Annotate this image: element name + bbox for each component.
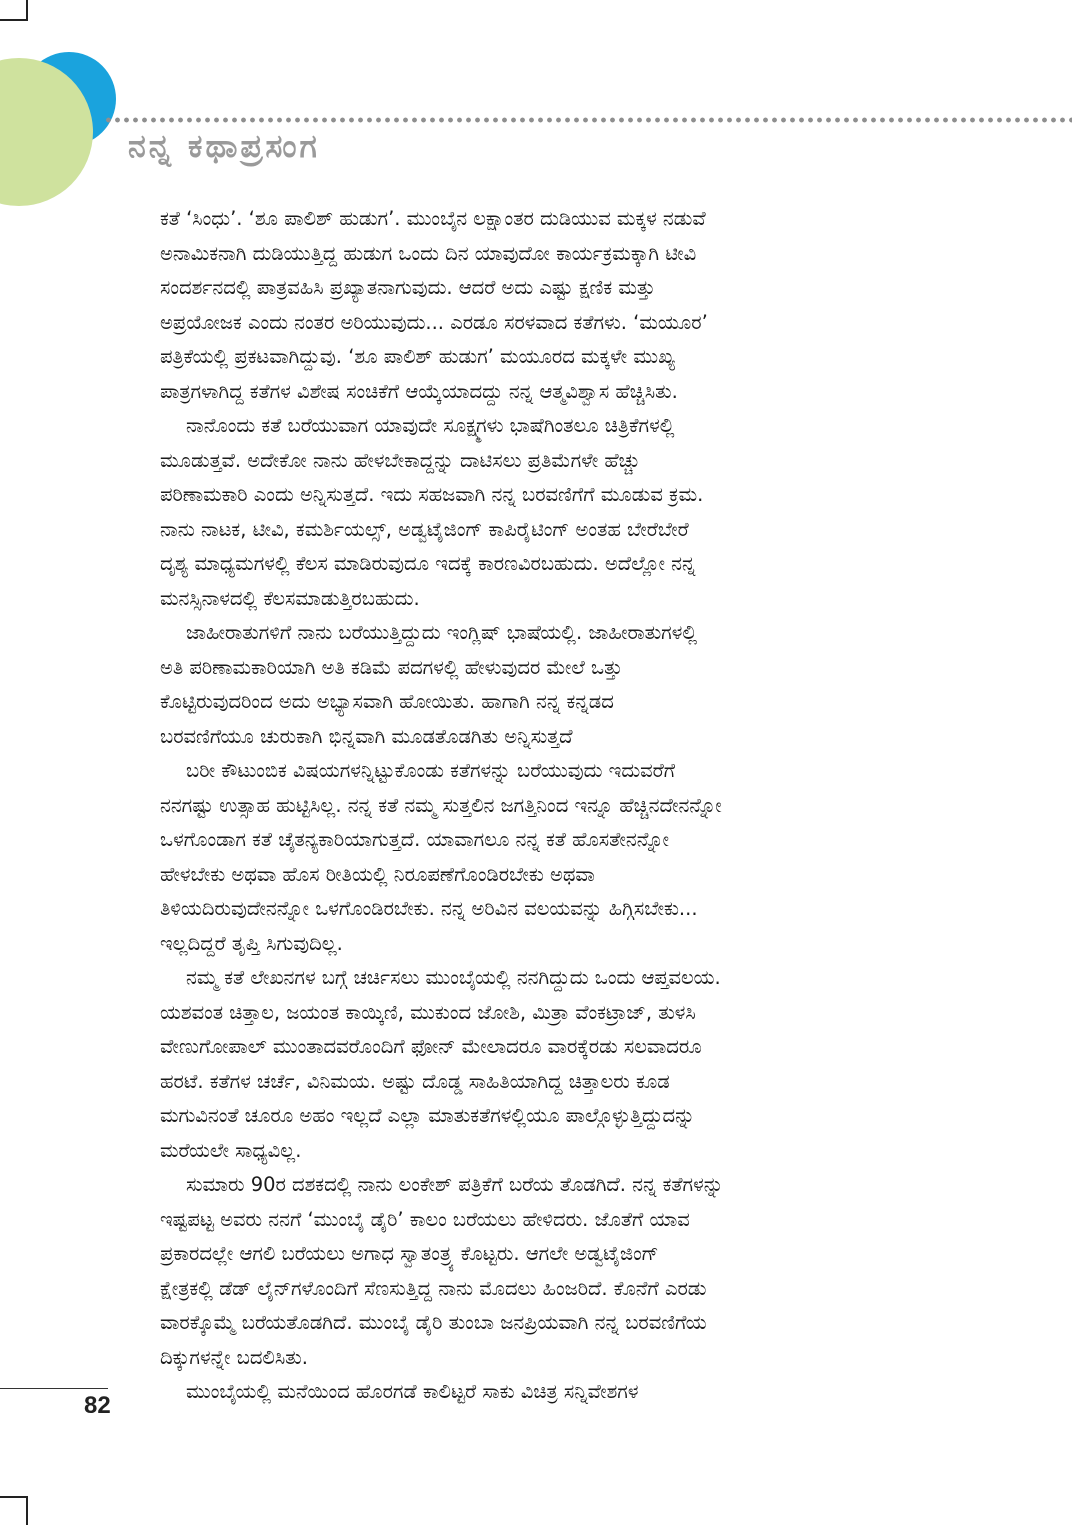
text-line: ಕತೆ ‘ಸಿಂಧು’. ‘ಶೂ ಪಾಲಿಶ್ ಹುಡುಗ’. ಮುಂಬೈನ ಲಕ್ಷಾಂತರ ದುಡಿಯುವ ಮಕ್ಕಳ ನಡುವೆ: [160, 207, 706, 230]
text-line: ಮುಂಬೈಯಲ್ಲಿ ಮನೆಯಿಂದ ಹೊರಗಡೆ ಕಾಲಿಟ್ಟರೆ ಸಾಕು ವಿಚಿತ್ರ ಸನ್ನಿವೇಶಗಳ: [186, 1380, 639, 1403]
text-line: ಜಾಹೀರಾತುಗಳಿಗೆ ನಾನು ಬರೆಯುತ್ತಿದ್ದುದು ಇಂಗ್ಲಿಷ್ ಭಾಷೆಯಲ್ಲಿ. ಜಾಹೀರಾತುಗಳಲ್ಲಿ: [186, 621, 698, 644]
text-line: ವಾರಕ್ಕೊಮ್ಮೆ ಬರೆಯತೊಡಗಿದೆ. ಮುಂಬೈ ಡೈರಿ ತುಂಬಾ ಜನಪ್ರಿಯವಾಗಿ ನನ್ನ ಬರವಣಿಗೆಯ: [160, 1311, 707, 1334]
body-text: [160, 202, 912, 1410]
text-line: ಸುಮಾರು 90ರ ದಶಕದಲ್ಲಿ ನಾನು ಲಂಕೇಶ್ ಪತ್ರಿಕೆಗೆ ಬರೆಯ ತೊಡಗಿದೆ. ನನ್ನ ಕತೆಗಳನ್ನು: [186, 1173, 724, 1196]
crop-mark-bottom-v: [26, 1496, 28, 1525]
text-line: ಇಲ್ಲದಿದ್ದರೆ ತೃಪ್ತಿ ಸಿಗುವುದಿಲ್ಲ.: [160, 931, 343, 955]
page-number: 82: [84, 1392, 111, 1419]
text-line: ಮನಸ್ಸಿನಾಳದಲ್ಲಿ ಕೆಲಸಮಾಡುತ್ತಿರಬಹುದು.: [160, 586, 420, 610]
crop-mark-bottom-h: [0, 1496, 28, 1498]
text-line: ಬರವಣಿಗೆಯೂ ಚುರುಕಾಗಿ ಭಿನ್ನವಾಗಿ ಮೂಡತೊಡಗಿತು ಅನ್ನಿಸುತ್ತದೆ: [160, 724, 573, 748]
text-line: ನನಗಷ್ಟು ಉತ್ಸಾಹ ಹುಟ್ಟಿಸಿಲ್ಲ. ನನ್ನ ಕತೆ ನಮ್ಮ ಸುತ್ತಲಿನ ಜಗತ್ತಿನಿಂದ ಇನ್ನೂ ಹೆಚ್ಚಿನದೇನನ್ನೋ: [160, 793, 722, 817]
text-line: ಅಪ್ರಯೋಜಕ ಎಂದು ನಂತರ ಅರಿಯುವುದು... ಎರಡೂ ಸರಳವಾದ ಕತೆಗಳು. ‘ಮಯೂರ’: [160, 310, 708, 334]
text-line: ಪರಿಣಾಮಕಾರಿ ಎಂದು ಅನ್ನಿಸುತ್ತದೆ. ಇದು ಸಹಜವಾಗಿ ನನ್ನ ಬರವಣಿಗೆಗೆ ಮೂಡುವ ಕ್ರಮ.: [160, 483, 704, 506]
text-line: ಹರಟೆ. ಕತೆಗಳ ಚರ್ಚೆ, ವಿನಿಮಯ. ಅಷ್ಟು ದೊಡ್ಡ ಸಾಹಿತಿಯಾಗಿದ್ದ ಚಿತ್ತಾಲರು ಕೂಡ: [160, 1069, 670, 1093]
text-line: ಅನಾಮಿಕನಾಗಿ ದುಡಿಯುತ್ತಿದ್ದ ಹುಡುಗ ಒಂದು ದಿನ ಯಾವುದೋ ಕಾರ್ಯಕ್ರಮಕ್ಕಾಗಿ ಟೀವಿ: [160, 241, 697, 265]
crop-mark-top-h: [0, 19, 28, 21]
text-line: ಪತ್ರಿಕೆಯಲ್ಲಿ ಪ್ರಕಟವಾಗಿದ್ದುವು. ‘ಶೂ ಪಾಲಿಶ್ ಹುಡುಗ’ ಮಯೂರದ ಮಕ್ಕಳೇ ಮುಖ್ಯ: [160, 345, 675, 368]
crop-mark-top-v: [26, 0, 28, 20]
text-line: ಪ್ರಕಾರದಲ್ಲೇ ಆಗಲಿ ಬರೆಯಲು ಅಗಾಧ ಸ್ವಾತಂತ್ರ್ಯ ಕೊಟ್ಟರು. ಆಗಲೇ ಅಡ್ವಟೈಜಿಂಗ್: [160, 1242, 659, 1265]
text-line: ಬರೀ ಕೌಟುಂಬಿಕ ವಿಷಯಗಳನ್ನಿಟ್ಟುಕೊಂಡು ಕತೆಗಳನ್ನು ಬರೆಯುವುದು ಇದುವರೆಗೆ: [186, 759, 676, 782]
text-line: ಕ್ಷೇತ್ರಕಲ್ಲಿ ಡೆಡ್ ಲೈನ್‌ಗಳೊಂದಿಗೆ ಸೆಣಸುತ್ತಿದ್ದ ನಾನು ಮೊದಲು ಹಿಂಜರಿದೆ. ಕೊನೆಗೆ ಎರಡು: [160, 1276, 707, 1300]
footer-rule: [0, 1388, 108, 1389]
text-line: ಮಗುವಿನಂತೆ ಚೂರೂ ಅಹಂ ಇಲ್ಲದೆ ಎಲ್ಲಾ ಮಾತುಕತೆಗಳಲ್ಲಿಯೂ ಪಾಲ್ಗೊಳ್ಳುತ್ತಿದ್ದುದನ್ನು: [160, 1104, 695, 1127]
text-line: ಸಂದರ್ಶನದಲ್ಲಿ ಪಾತ್ರವಹಿಸಿ ಪ್ರಖ್ಯಾತನಾಗುವುದು. ಆದರೆ ಅದು ಎಷ್ಟು ಕ್ಷಣಿಕ ಮತ್ತು: [160, 276, 656, 299]
text-line: ಯಶವಂತ ಚಿತ್ತಾಲ, ಜಯಂತ ಕಾಯ್ಕಿಣಿ, ಮುಕುಂದ ಜೋಶಿ, ಮಿತ್ರಾ ವೆಂಕಟ್ರಾಜ್, ತುಳಸಿ: [160, 1000, 696, 1024]
text-line: ನಮ್ಮ ಕತೆ ಲೇಖನಗಳ ಬಗ್ಗೆ ಚರ್ಚಿಸಲು ಮುಂಬೈಯಲ್ಲಿ ನನಗಿದ್ದುದು ಒಂದು ಆಪ್ತವಲಯ.: [186, 966, 721, 989]
text-line: ದಿಕ್ಕುಗಳನ್ನೇ ಬದಲಿಸಿತು.: [160, 1345, 308, 1369]
text-line: ವೇಣುಗೋಪಾಲ್ ಮುಂತಾದವರೊಂದಿಗೆ ಫೋನ್ ಮೇಲಾದರೂ ವಾರಕ್ಕೆರಡು ಸಲವಾದರೂ: [160, 1035, 702, 1058]
text-line: ದೃಶ್ಯ ಮಾಧ್ಯಮಗಳಲ್ಲಿ ಕೆಲಸ ಮಾಡಿರುವುದೂ ಇದಕ್ಕೆ ಕಾರಣವಿರಬಹುದು. ಅದೆಲ್ಲೋ ನನ್ನ: [160, 552, 696, 575]
text-line: ಮರೆಯಲೇ ಸಾಧ್ಯವಿಲ್ಲ.: [160, 1138, 302, 1162]
chapter-title: ನನ್ನ ಕಥಾಪ್ರಸಂಗ: [128, 127, 320, 165]
text-line: ಕೊಟ್ಟಿರುವುದರಿಂದ ಅದು ಅಭ್ಯಾಸವಾಗಿ ಹೋಯಿತು. ಹಾಗಾಗಿ ನನ್ನ ಕನ್ನಡದ: [160, 690, 614, 713]
text-line: ಇಷ್ಟಪಟ್ಟ ಅವರು ನನಗೆ ‘ಮುಂಬೈ ಡೈರಿ’ ಕಾಲಂ ಬರೆಯಲು ಹೇಳಿದರು. ಜೊತೆಗೆ ಯಾವ: [160, 1207, 690, 1231]
text-line: ಮೂಡುತ್ತವೆ. ಅದೇಕೋ ನಾನು ಹೇಳಬೇಕಾದ್ದನ್ನು ದಾಟಿಸಲು ಪ್ರತಿಮೆಗಳೇ ಹೆಚ್ಚು: [160, 448, 641, 472]
text-line: ಒಳಗೊಂಡಾಗ ಕತೆ ಚೈತನ್ಯಕಾರಿಯಾಗುತ್ತದೆ. ಯಾವಾಗಲೂ ನನ್ನ ಕತೆ ಹೊಸತೇನನ್ನೋ: [160, 828, 670, 851]
text-line: ಹೇಳಬೇಕು ಅಥವಾ ಹೊಸ ರೀತಿಯಲ್ಲಿ ನಿರೂಪಣೆಗೊಂಡಿರಬೇಕು ಅಥವಾ: [160, 862, 595, 886]
text-line: ನಾನೊಂದು ಕತೆ ಬರೆಯುವಾಗ ಯಾವುದೇ ಸೂಕ್ಷ್ಮಗಳು ಭಾಷೆಗಿಂತಲೂ ಚಿತ್ರಿಕೆಗಳಲ್ಲಿ: [186, 414, 675, 437]
text-line: ಪಾತ್ರಗಳಾಗಿದ್ದ ಕತೆಗಳ ವಿಶೇಷ ಸಂಚಿಕೆಗೆ ಆಯ್ಕೆಯಾದದ್ದು ನನ್ನ ಆತ್ಮವಿಶ್ವಾಸ ಹೆಚ್ಚಿಸಿತು.: [160, 379, 678, 403]
text-line: ಅತಿ ಪರಿಣಾಮಕಾರಿಯಾಗಿ ಅತಿ ಕಡಿಮೆ ಪದಗಳಲ್ಲಿ ಹೇಳುವುದರ ಮೇಲೆ ಒತ್ತು: [160, 655, 623, 679]
text-line: ನಾನು ನಾಟಕ, ಟೀವಿ, ಕಮರ್ಶಿಯಲ್ಸ್, ಅಡ್ವಟೈಜಿಂಗ್ ಕಾಪಿರೈಟಿಂಗ್ ಅಂತಹ ಬೇರೆಬೇರೆ: [160, 517, 689, 541]
text-line: ತಿಳಿಯದಿರುವುದೇನನ್ನೋ ಒಳಗೊಂಡಿರಬೇಕು. ನನ್ನ ಅರಿವಿನ ವಲಯವನ್ನು ಹಿಗ್ಗಿಸಬೇಕು...: [160, 897, 698, 920]
